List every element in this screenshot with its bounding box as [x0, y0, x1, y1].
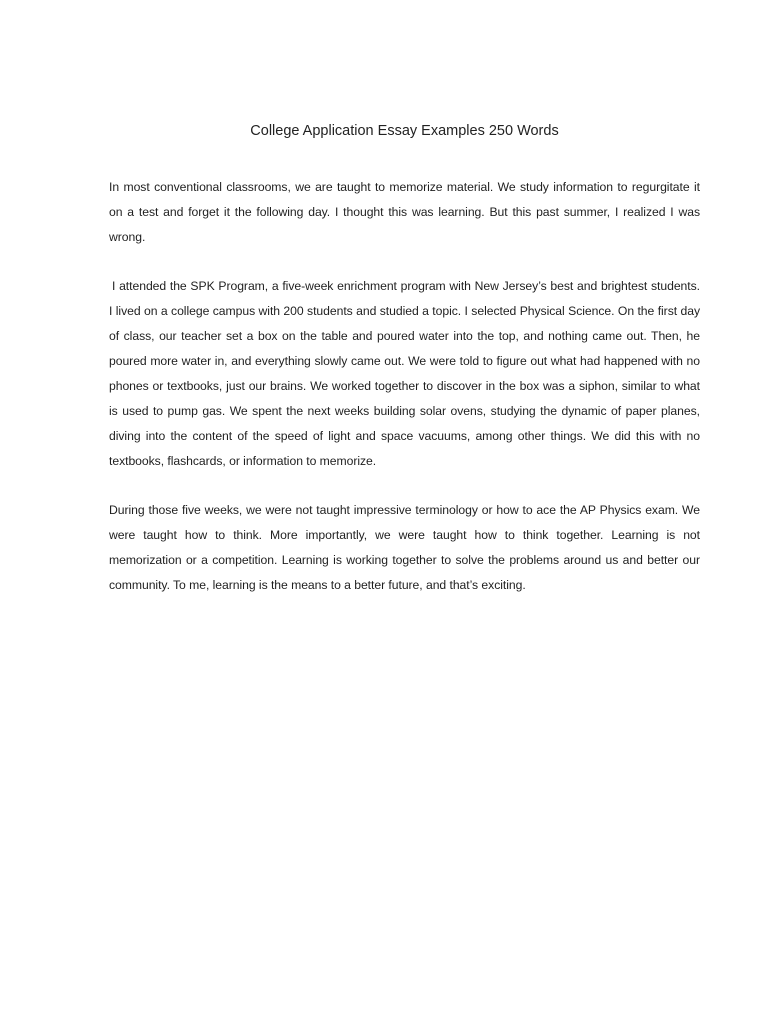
essay-paragraph-1: In most conventional classrooms, we are taught to memorize material. We study information to regurgitate it on a test and forget it the following day. I thought this was learning. But this past summer, I realized I was wrong.: [109, 180, 700, 244]
page-title: College Application Essay Examples 250 Words: [250, 123, 559, 139]
essay-paragraph-3: During those five weeks, we were not taught impressive terminology or how to ace the AP Physics exam. We were taught how to think. More importantly, we were taught how to think together. Learning is not memorization or a competition. Learning is working together to solve the problems around us and better our community. To me, learning is the means to a better future, and that’s exciting.: [109, 503, 700, 592]
essay-body: [109, 121, 700, 598]
essay-paragraph-2: I attended the SPK Program, a five-week enrichment program with New Jersey’s best and brightest students. I lived on a college campus with 200 students and studied a topic. I selected Physical Science. On the first day of class, our teacher set a box on the table and poured water into the top, and nothing came out. Then, he poured more water in, and everything slowly came out. We were told to figure out what had happened with no phones or textbooks, just our brains. We worked together to discover in the box was a siphon, similar to what is used to pump gas. We spent the next weeks building solar ovens, studying the dynamic of paper planes, diving into the content of the speed of light and space vacuums, among other things. We did this with no textbooks, flashcards, or information to memorize.: [109, 279, 700, 468]
